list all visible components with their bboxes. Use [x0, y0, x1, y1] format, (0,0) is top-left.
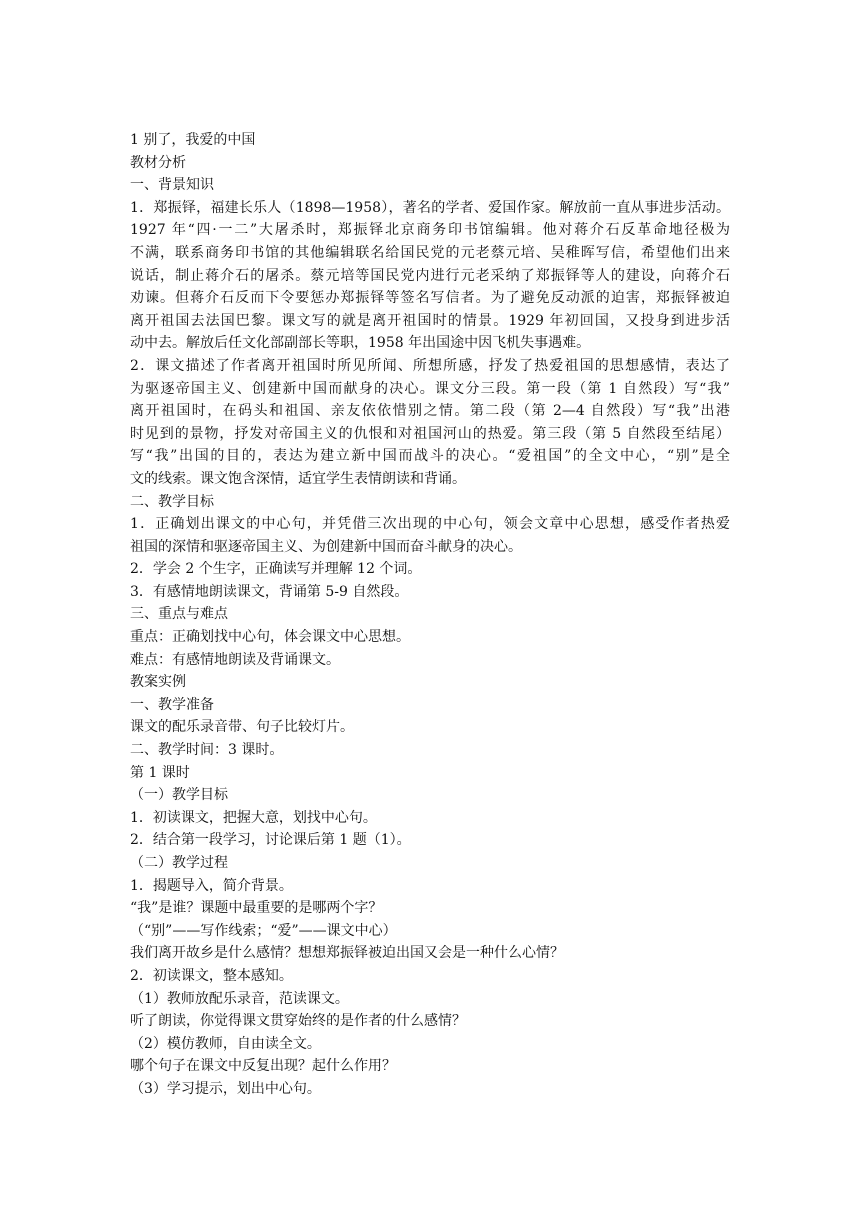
document-line: 1．初读课文，把握大意，划找中心句。: [130, 809, 377, 826]
document-line: 二、教学时间：3 课时。: [130, 742, 284, 759]
document-line: （“别”——写作线索；“爱”——课文中心）: [130, 922, 397, 939]
document-line: 1．揭题导入，简介背景。: [130, 877, 293, 894]
document-line: 说话，制止蒋介石的屠杀。蔡元培等国民党内进行元老采纳了郑振铎等人的建设，向蒋介石: [130, 267, 730, 284]
document-line: 文的线索。课文饱含深情，适宜学生表情朗读和背诵。: [130, 470, 466, 487]
document-line: 1927 年“四·一二”大屠杀时，郑振铎北京商务印书馆编辑。他对蒋介石反革命地径极为: [130, 222, 730, 239]
document-line: 1 别了，我爱的中国: [130, 132, 256, 148]
document-line: 教材分析: [130, 154, 186, 171]
document-line: 教案实例: [130, 674, 186, 691]
document-line: 不满，联系商务印书馆的其他编辑联名给国民党的元老蔡元培、吴稚晖写信，希望他们出来: [130, 244, 730, 261]
document-line: 1．郑振铎，福建长乐人（1898—1958），著名的学者、爱国作家。解放前一直从事进步活动。: [130, 199, 730, 216]
document-line: 2．学会 2 个生字，正确读写并理解 12 个词。: [130, 561, 422, 578]
document-line: 2．结合第一段学习，讨论课后第 1 题（1）。: [130, 832, 411, 849]
document-line: 3．有感情地朗读课文，背诵第 5-9 自然段。: [130, 583, 409, 600]
document-line: 劝谏。但蒋介石反而下令要惩办郑振铎等签名写信者。为了避免反动派的迫害，郑振铎被迫: [130, 290, 730, 307]
document-line: （2）模仿教师，自由读全文。: [130, 1035, 321, 1052]
document-line: 时见到的景物，抒发对帝国主义的仇恨和对祖国河山的热爱。第三段（第 5 自然段至结尾）: [130, 425, 730, 442]
document-line: 听了朗读，你觉得课文贯穿始终的是作者的什么感情？: [130, 1013, 466, 1030]
document-line: 我们离开故乡是什么感情？想想郑振铎被迫出国又会是一种什么心情？: [130, 945, 564, 962]
document-page: [130, 129, 730, 1101]
document-line: （一）教学目标: [130, 787, 228, 804]
document-line: 为驱逐帝国主义、创建新中国而献身的决心。课文分三段。第一段（第 1 自然段）写“我”: [130, 380, 730, 397]
document-line: 三、重点与难点: [130, 606, 228, 623]
document-line: “我”是谁？课题中最重要的是哪两个字？: [130, 900, 383, 917]
document-line: 课文的配乐录音带、句子比较灯片。: [130, 719, 354, 736]
document-line: 难点：有感情地朗读及背诵课文。: [130, 651, 340, 668]
document-line: 二、教学目标: [130, 493, 214, 510]
document-line: 第 1 课时: [130, 764, 190, 781]
document-line: （1）教师放配乐录音，范读课文。: [130, 990, 349, 1007]
document-line: 离开祖国时，在码头和祖国、亲友依依惜别之情。第二段（第 2—4 自然段）写“我”出港: [130, 403, 730, 420]
document-line: 2．课文描述了作者离开祖国时所见所闻、所想所感，抒发了热爱祖国的思想感情，表达了: [130, 357, 730, 374]
document-line: 2．初读课文，整本感知。: [130, 967, 293, 984]
document-line: 一、教学准备: [130, 696, 214, 713]
document-line: （二）教学过程: [130, 855, 228, 871]
document-line: 哪个句子在课文中反复出现？起什么作用？: [130, 1058, 396, 1075]
document-line: 祖国的深情和驱逐帝国主义、为创建新中国而奋斗献身的决心。: [130, 538, 522, 555]
document-line: 写“我”出国的目的，表达为建立新中国而战斗的决心。“爱祖国”的全文中心，“别”是全: [130, 448, 730, 465]
document-line: 重点：正确划找中心句，体会课文中心思想。: [130, 629, 410, 646]
document-line: 一、背景知识: [130, 177, 214, 194]
document-line: 1．正确划出课文的中心句，并凭借三次出现的中心句，领会文章中心思想，感受作者热爱: [130, 516, 730, 533]
document-line: （3）学习提示，划出中心句。: [130, 1080, 321, 1097]
document-line: 离开祖国去法国巴黎。课文写的就是离开祖国时的情景。1929 年初回国，又投身到进步活: [130, 312, 730, 329]
document-line: 动中去。解放后任文化部副部长等职，1958 年出国途中因飞机失事遇难。: [130, 335, 591, 352]
